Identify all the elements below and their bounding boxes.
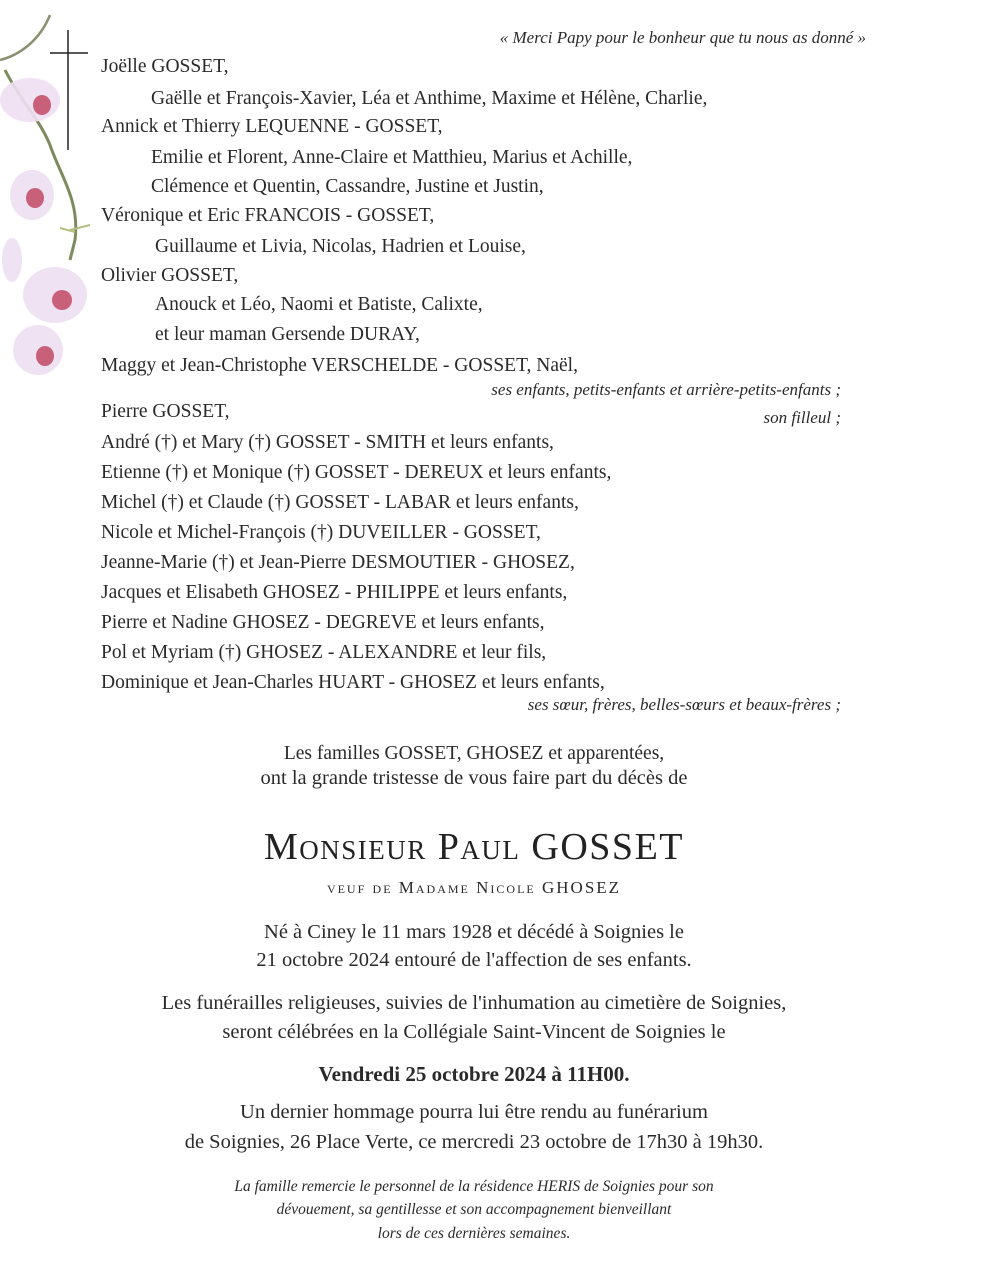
birth-death-line: Né à Ciney le 11 mars 1928 et décédé à Soignies le xyxy=(264,921,684,943)
family-line: et leur maman Gersende DURAY, xyxy=(155,324,420,345)
thanks-line: dévouement, sa gentillesse et son accompagnement bienveillant xyxy=(276,1201,672,1218)
funeral-date: Vendredi 25 octobre 2024 à 11H00. xyxy=(318,1062,630,1086)
family-role: son filleul ; xyxy=(763,408,841,427)
funeral-line: Les funérailles religieuses, suivies de l'inhumation au cimetière de Soignies, xyxy=(161,992,787,1014)
family-line: Véronique et Eric FRANCOIS - GOSSET, xyxy=(101,205,435,226)
family-line: Anouck et Léo, Naomi et Batiste, Calixte, xyxy=(155,294,483,315)
tribute-line: Un dernier hommage pourra lui être rendu au funérarium xyxy=(240,1101,708,1123)
deceased-name: Monsieur Paul GOSSET xyxy=(264,826,684,868)
family-line: Etienne (†) et Monique (†) GOSSET - DEREUX et leurs enfants, xyxy=(101,462,612,483)
family-line: Clémence et Quentin, Cassandre, Justine et Justin, xyxy=(151,176,544,197)
family-line: Joëlle GOSSET, xyxy=(101,56,229,77)
birth-death-line: 21 octobre 2024 entouré de l'affection de ses enfants. xyxy=(256,949,692,971)
family-line: Pol et Myriam (†) GHOSEZ - ALEXANDRE et leur fils, xyxy=(101,642,547,663)
family-role: ses enfants, petits-enfants et arrière-petits-enfants ; xyxy=(491,380,841,399)
family-line: Annick et Thierry LEQUENNE - GOSSET, xyxy=(101,116,443,137)
family-line: Emilie et Florent, Anne-Claire et Matthieu, Marius et Achille, xyxy=(151,147,633,168)
family-role: ses sœur, frères, belles-sœurs et beaux-frères ; xyxy=(527,695,841,714)
family-line: Pierre GOSSET, xyxy=(101,401,230,422)
announcement-line: ont la grande tristesse de vous faire part du décès de xyxy=(260,767,688,789)
family-line: Jacques et Elisabeth GHOSEZ - PHILIPPE et leurs enfants, xyxy=(101,582,568,603)
family-line: Gaëlle et François-Xavier, Léa et Anthime, Maxime et Hélène, Charlie, xyxy=(151,88,708,109)
family-line: Nicole et Michel-François (†) DUVEILLER - GOSSET, xyxy=(101,522,541,543)
thanks-line: lors de ces dernières semaines. xyxy=(377,1225,571,1242)
family-line: André (†) et Mary (†) GOSSET - SMITH et leurs enfants, xyxy=(101,432,554,453)
quote: « Merci Papy pour le bonheur que tu nous as donné » xyxy=(499,28,866,47)
funeral-line: seront célébrées en la Collégiale Saint-Vincent de Soignies le xyxy=(222,1021,726,1043)
thanks-line: La famille remercie le personnel de la résidence HERIS de Soignies pour son xyxy=(234,1178,714,1195)
family-line: Dominique et Jean-Charles HUART - GHOSEZ et leurs enfants, xyxy=(101,672,605,693)
family-line: Pierre et Nadine GHOSEZ - DEGREVE et leurs enfants, xyxy=(101,612,545,633)
family-line: Olivier GOSSET, xyxy=(101,265,239,286)
family-line: Guillaume et Livia, Nicolas, Hadrien et Louise, xyxy=(155,236,526,257)
family-line: Maggy et Jean-Christophe VERSCHELDE - GOSSET, Naël, xyxy=(101,355,578,376)
family-line: Michel (†) et Claude (†) GOSSET - LABAR et leurs enfants, xyxy=(101,492,579,513)
tribute-line: de Soignies, 26 Place Verte, ce mercredi 23 octobre de 17h30 à 19h30. xyxy=(184,1131,764,1153)
family-line: Jeanne-Marie (†) et Jean-Pierre DESMOUTIER - GHOSEZ, xyxy=(101,552,575,573)
announcement-line: Les familles GOSSET, GHOSEZ et apparentées, xyxy=(283,743,665,764)
widower-of: veuf de Madame Nicole GHOSEZ xyxy=(326,878,622,897)
